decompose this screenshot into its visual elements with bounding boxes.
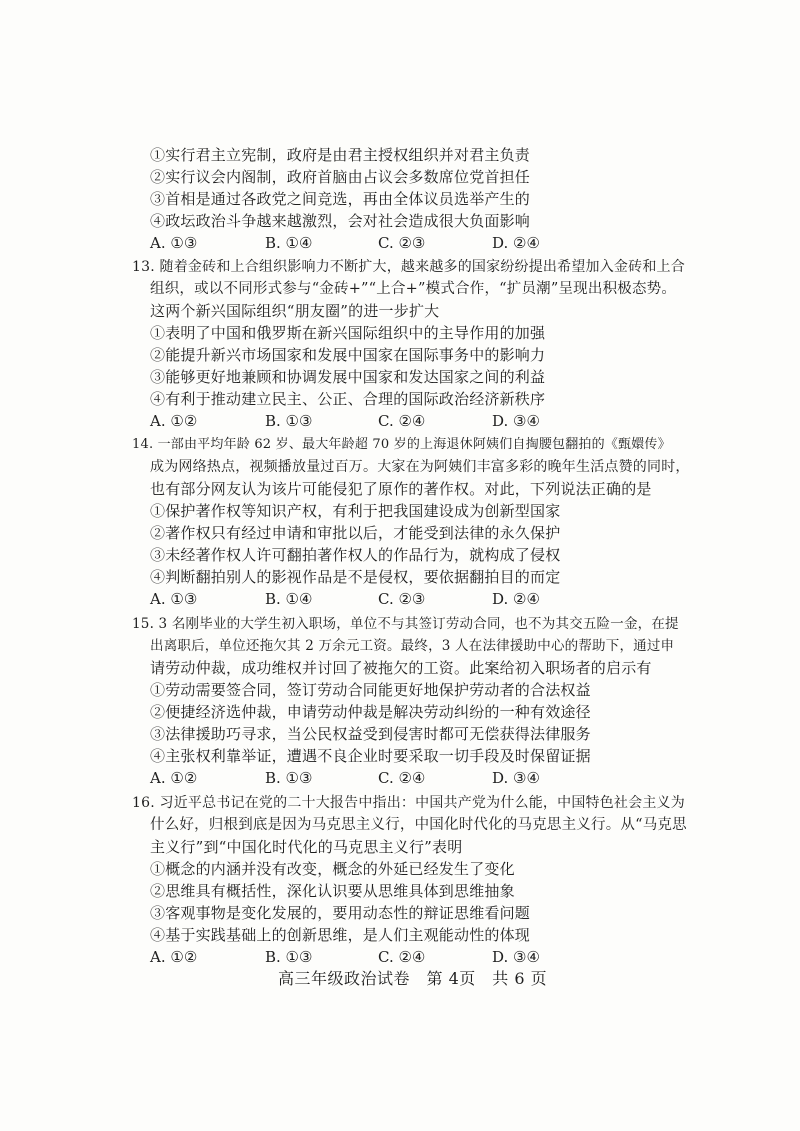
question-stem: 14. 一部由平均年龄 62 岁、最大年龄超 70 岁的上海退休阿姨们自掏腰包翻拍的《甄嬛传》	[132, 437, 671, 452]
statement: ②能提升新兴市场国家和发展中国家在国际事务中的影响力	[150, 346, 546, 364]
question-stem: 出离职后，单位还拖欠其 2 万余元工资。最终，3 人在法律援助中心的帮助下，通过申	[150, 638, 675, 654]
option-c: C. ②③	[378, 234, 426, 252]
question-stem: 16. 习近平总书记在党的二十大报告中指出：中国共产党为什么能，中国特色社会主义为	[132, 795, 685, 811]
statement: ③未经著作权人许可翻拍著作权人的作品行为，就构成了侵权	[150, 546, 561, 564]
option-d: D. ③④	[492, 769, 540, 787]
option-d: D. ②④	[492, 234, 540, 252]
option-a: A. ①③	[150, 234, 198, 252]
option-b: B. ①③	[265, 948, 313, 966]
option-b: B. ①③	[265, 769, 313, 787]
statement: ①实行君主立宪制，政府是由君主授权组织并对君主负责	[150, 146, 531, 164]
statement: ④有利于推动建立民主、公正、合理的国际政治经济新秩序	[150, 390, 546, 408]
option-a: A. ①②	[150, 948, 198, 966]
option-d: D. ③④	[492, 412, 540, 430]
question-stem: 也有部分网友认为该片可能侵犯了原作的著作权。对此，下列说法正确的是	[150, 480, 652, 498]
question-stem: 主义行”到“中国化时代化的马克思主义行”表明	[150, 838, 463, 856]
statement: ③首相是通过各政党之间竞选，再由全体议员选举产生的	[150, 190, 531, 208]
question-stem: 13. 随着金砖和上合组织影响力不断扩大，越来越多的国家纷纷提出希望加入金砖和上合	[132, 259, 685, 275]
question-stem: 成为网络热点，视频播放量过百万。大家在为阿姨们丰富多彩的晚年生活点赞的同时，	[150, 459, 690, 475]
option-c: C. ②④	[378, 412, 426, 430]
statement: ②便捷经济选仲裁，申请劳动仲裁是解决劳动纠纷的一种有效途径	[150, 703, 591, 721]
option-b: B. ①③	[265, 412, 313, 430]
page-footer: 高三年级政治试卷 第 4页 共 6 页	[278, 969, 548, 988]
statement: ②实行议会内阁制，政府首脑由占议会多数席位党首担任	[150, 168, 531, 186]
option-c: C. ②④	[378, 769, 426, 787]
question-stem: 组织，或以不同形式参与“金砖+”“上合+”模式合作，“扩员潮”呈现出积极态势。	[150, 281, 677, 297]
option-a: A. ①③	[150, 590, 198, 608]
question-stem: 这两个新兴国际组织“朋友圈”的进一步扩大	[150, 302, 440, 320]
statement: ④基于实践基础上的创新思维，是人们主观能动性的体现	[150, 926, 531, 944]
option-c: C. ②④	[378, 948, 426, 966]
option-c: C. ②③	[378, 590, 426, 608]
question-stem: 15. 3 名刚毕业的大学生初入职场，单位不与其签订劳动合同，也不为其交五险一金，在提	[132, 616, 679, 632]
statement: ①概念的内涵并没有改变，概念的外延已经发生了变化	[150, 860, 515, 878]
statement: ③能够更好地兼顾和协调发展中国家和发达国家之间的利益	[150, 368, 546, 386]
statement: ④主张权利靠举证，遭遇不良企业时要采取一切手段及时保留证据	[150, 747, 591, 765]
option-d: D. ②④	[492, 590, 540, 608]
statement: ④判断翻拍别人的影视作品是不是侵权，要依据翻拍目的而定	[150, 568, 561, 586]
statement: ①劳动需要签合同，签订劳动合同能更好地保护劳动者的合法权益	[150, 681, 591, 699]
statement: ①表明了中国和俄罗斯在新兴国际组织中的主导作用的加强	[150, 324, 546, 342]
option-b: B. ①④	[265, 590, 313, 608]
option-b: B. ①④	[265, 234, 313, 252]
option-d: D. ③④	[492, 948, 540, 966]
statement: ②著作权只有经过申请和审批以后，才能受到法律的永久保护	[150, 524, 561, 542]
option-a: A. ①②	[150, 769, 198, 787]
question-stem: 什么好，归根到底是因为马克思主义行，中国化时代化的马克思主义行。从“马克思	[150, 817, 687, 833]
option-a: A. ①②	[150, 412, 198, 430]
statement: ③法律援助巧寻求，当公民权益受到侵害时都可无偿获得法律服务	[150, 725, 591, 743]
statement: ②思维具有概括性，深化认识要从思维具体到思维抽象	[150, 882, 515, 900]
statement: ①保护著作权等知识产权，有利于把我国建设成为创新型国家	[150, 502, 561, 520]
question-stem: 请劳动仲裁，成功维权并讨回了被拖欠的工资。此案给初入职场者的启示有	[150, 659, 652, 677]
statement: ③客观事物是变化发展的，要用动态性的辩证思维看问题	[150, 904, 531, 922]
statement: ④政坛政治斗争越来越激烈，会对社会造成很大负面影响	[150, 212, 531, 230]
